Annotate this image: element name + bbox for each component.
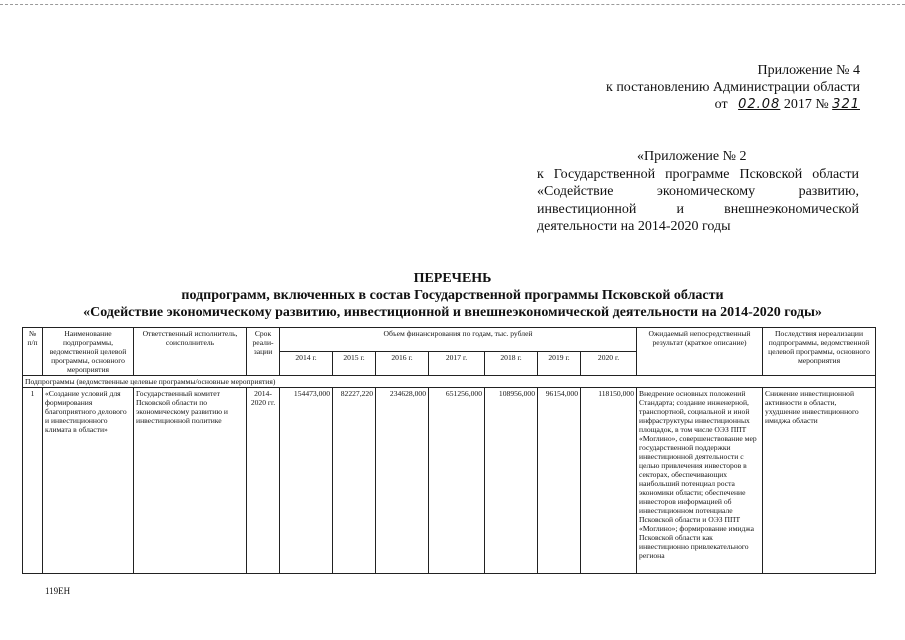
header-executor: Ответственный исполнитель, соисполнитель (134, 328, 247, 376)
appendix-2-block (537, 148, 859, 236)
row-executor: Государственный комитет Псковской области по экономическому развитию и инвестиционной политике (134, 388, 247, 574)
appendix-2-body: к Государственной программе Псковской области «Содействие экономическому развитию, инвестиционной и внешнеэкономической деятельности на 2014-2020 годы (537, 166, 859, 234)
row-result: Внедрение основных положений Стандарта; создание инженерной, транспортной, социальной и иной инфраструктуры инвестиционных площадок, в том числе ОЭЗ ППТ «Моглино», совершенствование мер государственной поддержки инвестиционной деятельности с целью привлечения инвесторов в секторах, обеспечивающих наибольший потенциал роста экономики области; обеспечение инвесторов информацией об инвестиционном потенциале Псковской области и ОЭЗ ППТ «Моглино»; формирование имиджа Псковской области как инвестиционно привлекательного региона (637, 388, 763, 574)
row-consequences: Снижение инвестиционной активности в области, ухудшение инвестиционного имиджа области (763, 388, 876, 574)
header-result: Ожидаемый непосредственный результат (краткое описание) (637, 328, 763, 376)
row-value-2017: 651256,000 (429, 388, 485, 574)
row-value-2019: 96154,000 (538, 388, 581, 574)
header-year-2016: 2016 г. (376, 352, 429, 376)
appendix-line-2: к постановлению Администрации области (606, 80, 860, 95)
row-value-2016: 234628,000 (376, 388, 429, 574)
doc-title: ПЕРЕЧЕНЬ (413, 271, 492, 286)
section-label: Подпрограммы (ведомственные целевые программы/основные мероприятия) (23, 376, 876, 388)
header-num: № п/п (23, 328, 43, 376)
table-header-row (23, 328, 876, 352)
header-year-2014: 2014 г. (280, 352, 333, 376)
doc-program-name: «Содействие экономическому развитию, инвестиционной и внешнеэкономической деятельности на 2014-2020 годы» (83, 305, 822, 320)
document-code: 119ЕН (45, 586, 71, 596)
header-year-2019: 2019 г. (538, 352, 581, 376)
row-value-2015: 82227,220 (333, 388, 376, 574)
doc-subtitle: подпрограмм, включенных в состав Государственной программы Псковской области (181, 288, 724, 303)
table-row (23, 388, 876, 574)
year-and-number-label: 2017 № (783, 97, 829, 112)
page-top-border (0, 4, 905, 5)
appendix-line-1: Приложение № 4 (757, 63, 860, 78)
appendix-line-3 (560, 96, 860, 113)
handwritten-date: 02.08 (738, 97, 781, 112)
header-year-2017: 2017 г. (429, 352, 485, 376)
appendix-header (560, 62, 860, 113)
row-value-2018: 108956,000 (485, 388, 538, 574)
header-year-2015: 2015 г. (333, 352, 376, 376)
header-term: Срок реали-зации (247, 328, 280, 376)
handwritten-number: 321 (832, 97, 860, 112)
date-prefix: от (714, 97, 728, 112)
header-consequences: Последствия нереализации подпрограммы, ведомственной целевой программы, основного мероприятия (763, 328, 876, 376)
header-year-2020: 2020 г. (581, 352, 637, 376)
row-value-2014: 154473,000 (280, 388, 333, 574)
row-name: «Создание условий для формирования благоприятного делового и инвестиционного климата в области» (43, 388, 134, 574)
row-num: 1 (23, 388, 43, 574)
appendix-2-title: «Приложение № 2 (637, 149, 747, 164)
header-funding: Объем финансирования по годам, тыс. рублей (280, 328, 637, 352)
row-term: 2014-2020 гг. (247, 388, 280, 574)
subprograms-table (22, 327, 876, 574)
section-row (23, 376, 876, 388)
row-value-2020: 118150,000 (581, 388, 637, 574)
header-year-2018: 2018 г. (485, 352, 538, 376)
header-name: Наименование подпрограммы, ведомственной целевой программы, основного мероприятия (43, 328, 134, 376)
